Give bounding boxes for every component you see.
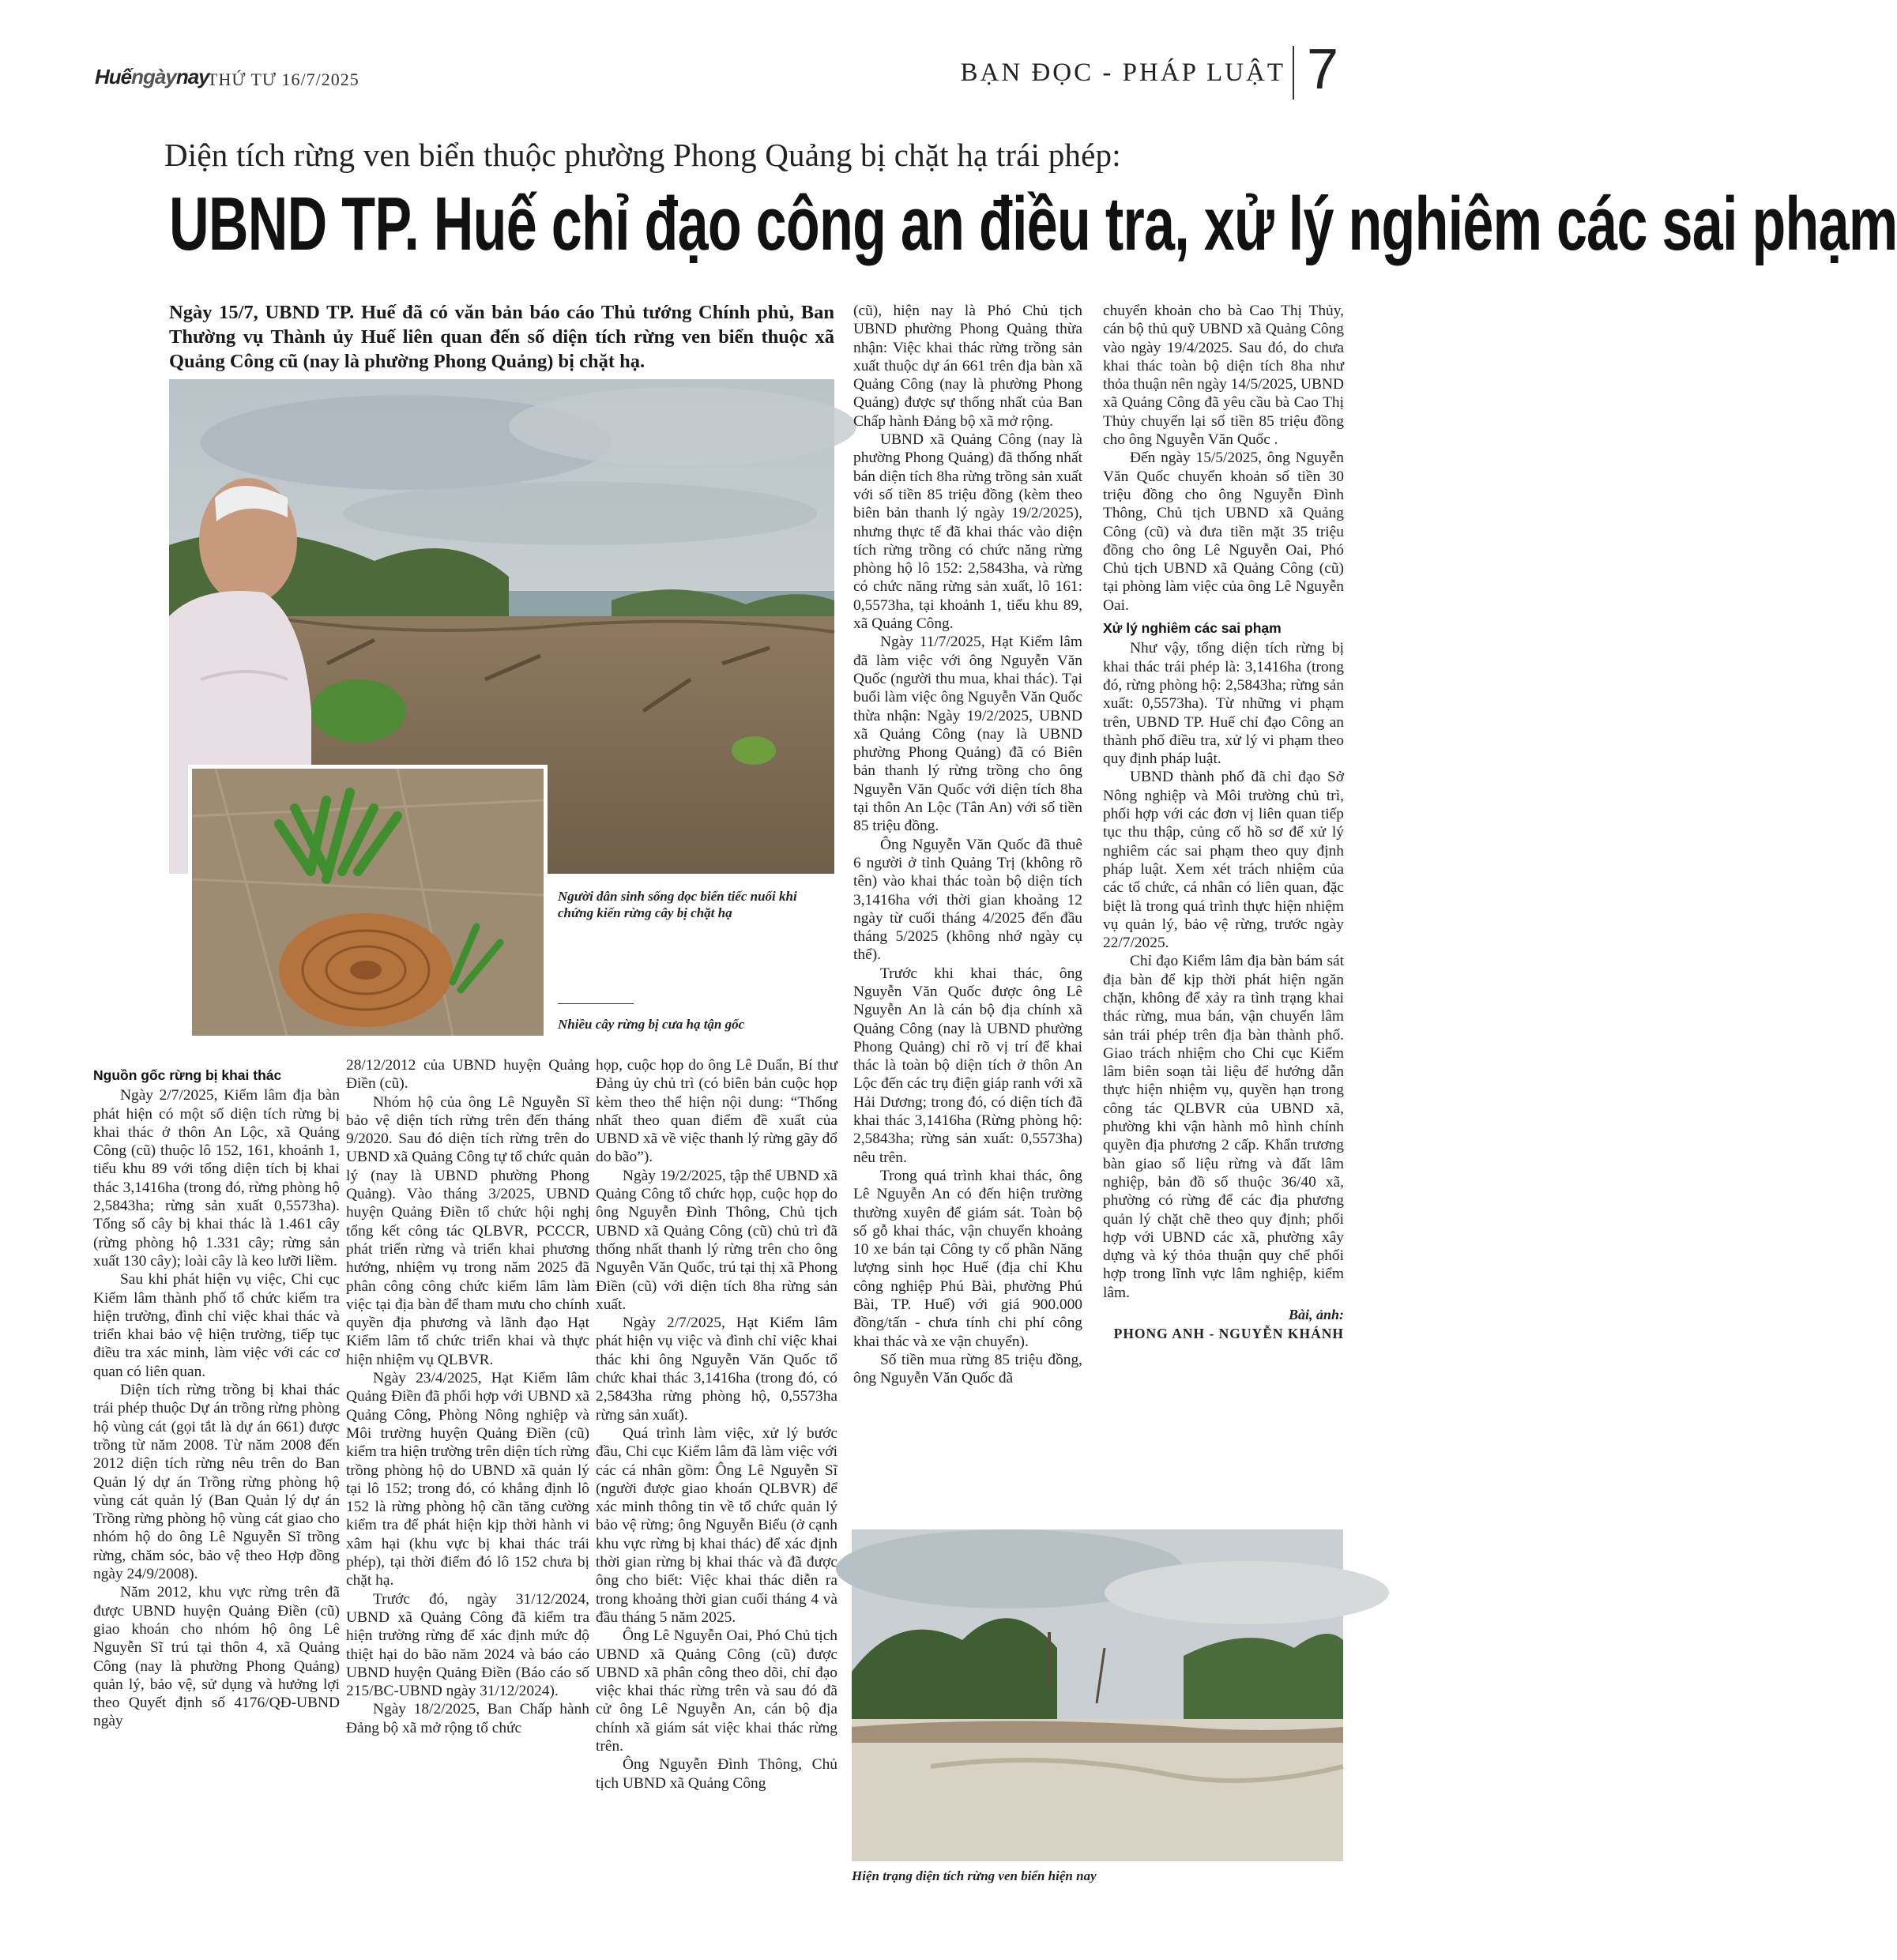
issue-date: THỨ TƯ 16/7/2025 [207,70,359,89]
subhead-handling: Xử lý nghiêm các sai phạm [1103,620,1282,637]
page-number: 7 [1307,38,1339,101]
paragraph: Ngày 19/2/2025, tập thể UBND xã Quảng Công tổ chức họp, cuộc họp do ông Nguyễn Đình Thông, Chủ tịch UBND xã Quảng Công (cũ) chủ trì đã thống nhất thanh lý rừng trên cho ông Nguyễn Văn Quốc, trú tại thị xã Phong Điền (cũ) với diện tích 8ha rừng sản xuất. [596,1167,837,1313]
paragraph: Ngày 18/2/2025, Ban Chấp hành Đảng bộ xã mở rộng tổ chức [346,1701,589,1736]
paragraph: Ngày 2/7/2025, Hạt Kiểm lâm phát hiện vụ việc và đình chỉ việc khai thác khi ông Nguyễn Văn Quốc tổ chức khai thác 3,1416ha (trong đó, có 2,5843ha rừng phòng hộ, 0,5573ha rừng sản xuất). [596,1315,837,1424]
byline-authors: PHONG ANH - NGUYỄN KHÁNH [1113,1326,1344,1342]
paragraph: Trước đó, ngày 31/12/2024, UBND xã Quảng Công đã kiểm tra hiện trường rừng để xác định mức độ thiệt hại do bão năm 2024 và báo cáo UBND huyện Quảng Điền (Báo cáo số 215/BC-UBND ngày 31/12/2024). [346,1590,589,1700]
logo-text-part3: nay [175,65,209,88]
paragraph-continuation: (cũ), hiện nay là Phó Chủ tịch UBND phường Phong Quảng thừa nhận: Việc khai thác rừng trồng sản xuất thuộc dự án 661 trên địa bàn xã Quảng Công (nay là phường Phong Quảng) được sự thống nhất của Ban Chấp hành Đảng bộ xã mở rộng. [853,303,1082,430]
paragraph-continuation: chuyển khoản cho bà Cao Thị Thủy, cán bộ thủ quỹ UBND xã Quảng Công vào ngày 19/4/2025. Sau đó, do chưa khai thác toàn bộ diện tích 8ha như thỏa thuận nên ngày 14/5/2025, UBND xã Quảng Công đã yêu cầu bà Cao Thị Thủy chuyển lại số tiền 85 triệu đồng cho ông Nguyễn Văn Quốc . [1103,303,1344,449]
header-divider [1293,46,1294,100]
article-column-3 [596,1056,837,1793]
photo-tree-stump [188,765,548,1040]
photo-current-forest-state [852,1529,1343,1861]
paragraph: Chỉ đạo Kiểm lâm địa bàn bám sát địa bàn để kịp thời phát hiện ngăn chặn, không để xảy ra tình trạng khai thác rừng, mua bán, vận chuyển lâm sản trái phép trên địa bàn thành phố. Giao trách nhiệm cho Chi cục Kiểm lâm biên soạn tài liệu để hướng dẫn thực hiện nhiệm vụ, quyền hạn trong công tác QLBVR của UBND xã, phường khi vận hành mô hình chính quyền địa phương 2 cấp. Khẩn trương bàn giao số liệu rừng và đất lâm nghiệp, bản đồ số thuộc 36/40 xã, phường có rừng để các địa phương quản lý chặt chẽ theo quy định; phối hợp với UBND các xã, phường xây dựng và ký thỏa thuận quy chế phối hợp trong lĩnh vực lâm nghiệp, kiểm lâm. [1103,953,1344,1301]
section-title: BẠN ĐỌC - PHÁP LUẬT [960,58,1285,87]
article-column-4 [853,302,1082,1388]
logo-text-part1: Huế [95,65,132,88]
photo-inset-caption: Nhiều cây rừng bị cưa hạ tận gốc [558,1017,745,1032]
photo-inset-illustration [192,769,544,1036]
article-column-5 [1103,302,1344,1343]
photo-main-caption: Người dân sinh sống dọc biển tiếc nuối khi chứng kiến rừng cây bị chặt hạ [558,889,797,920]
paragraph: Diện tích rừng trồng bị khai thác trái phép thuộc Dự án trồng rừng phòng hộ vùng cát (gọi tắt là dự án 661) được trồng từ năm 2008. Từ năm 2008 đến 2012 diện tích rừng nêu trên do Ban Quản lý dự án Trồng rừng phòng hộ vùng cát quản lý (Ban Quản lý dự án Trồng rừng phòng hộ vùng cát giao cho nhóm hộ do ông Lê Nguyễn Sĩ trồng rừng, chăm sóc, bảo vệ theo Hợp đồng ngày 24/9/2008). [93,1382,340,1583]
paragraph: Quá trình làm việc, xử lý bước đầu, Chi cục Kiểm lâm đã làm việc với các cá nhân gồm: Ông Lê Nguyễn Sĩ (người được giao khoán QLBVR) để xác minh thông tin về tổ chức quản lý bảo vệ rừng; ông Nguyễn Biểu (ở cạnh khu vực rừng bị khai thác) để xác định thời gian rừng bị khai thác và đã được ông cho biết: Việc khai thác diễn ra trong khoảng thời gian cuối tháng 4 và đầu tháng 5 năm 2025. [596,1424,837,1626]
subhead-origin: Nguồn gốc rừng bị khai thác [93,1067,282,1083]
paragraph: Như vậy, tổng diện tích rừng bị khai thác trái phép là: 3,1416ha (trong đó, rừng phòng hộ: 2,5843ha; rừng sản xuất: 0,5573ha). Từ những vi phạm trên, UBND TP. Huế chỉ đạo Công an thành phố điều tra, xử lý vi phạm theo quy định pháp luật. [1103,640,1344,768]
paragraph: Ông Lê Nguyễn Oai, Phó Chủ tịch UBND xã Quảng Công (cũ) được UBND xã phân công theo dõi, chỉ đạo việc khai thác rừng trên và sau đó đã cử ông Lê Nguyễn An, cán bộ địa chính xã giám sát việc khai thác rừng trên. [596,1627,837,1755]
paragraph-continuation: 28/12/2012 của UBND huyện Quảng Điền (cũ). [346,1057,589,1093]
newspaper-logo [95,65,209,89]
paragraph: Trong quá trình khai thác, ông Lê Nguyễn An có đến hiện trường thường xuyên để giám sát. Toàn bộ số gỗ khai thác, vận chuyển khoảng 10 xe bán tại Công ty cổ phần Năng lượng sinh học Huế (địa chỉ Khu công nghiệp Phú Bài, phường Phú Bài, TP. Huế) với giá 900.000 đồng/tấn - chưa tính chi phí công khai thác và xe vận chuyển). [853,1167,1082,1350]
article-headline: UBND TP. Huế chỉ đạo công an điều tra, xử lý nghiêm các sai phạm [169,182,1897,266]
logo-text-part2: ngày [131,65,176,88]
paragraph: Ông Nguyễn Văn Quốc đã thuê 6 người ở tỉnh Quảng Trị (không rõ tên) vào khai thác toàn bộ diện tích 3,1416ha với thời gian khoảng 12 ngày từ cuối tháng 4/2025 đến đầu tháng 5/2025 (không nhớ ngày cụ thể). [853,836,1082,964]
paragraph: Trước khi khai thác, ông Nguyễn Văn Quốc được ông Lê Nguyễn An là cán bộ địa chính xã Quảng Công (nay là UBND phường Phong Quảng) chỉ rõ vị trí để khai thác là toàn bộ diện tích ở thôn An Lộc đến các trụ điện giáp ranh với xã Hải Dương; trong đó, có diện tích đã khai thác 3,1416ha (Rừng phòng hộ: 2,5843ha; rừng sản xuất: 0,5573ha) nêu trên. [853,965,1082,1166]
article-column-2 [346,1056,589,1737]
paragraph: UBND xã Quảng Công (nay là phường Phong Quảng) đã thống nhất bán diện tích 8ha rừng trồng sản xuất với số tiền 85 triệu đồng (kèm theo biên bản thanh lý ngày 19/2/2025), nhưng thực tế đã khai thác vào diện tích rừng trồng có chức năng rừng phòng hộ lô 152: 2,5843ha, và rừng có chức năng rừng sản xuất, lô 161: 0,5573ha, tại khoảnh 1, tiểu khu 89, xã Quảng Công. [853,431,1082,633]
paragraph: Số tiền mua rừng 85 triệu đồng, ông Nguyễn Văn Quốc đã [853,1351,1082,1387]
paragraph: Nhóm hộ của ông Lê Nguyễn Sĩ bảo vệ diện tích rừng trên đến tháng 9/2020. Sau đó diện tích rừng trên do UBND xã Quảng Công tự tổ chức quản lý (nay là UBND phường Phong Quảng). Vào tháng 3/2025, UBND huyện Quảng Điền tổ chức hội nghị tổng kết công tác QLBVR, PCCCR, phát triển rừng và triển khai phương hướng, nhiệm vụ trong năm 2025 đã phân công công chức kiểm lâm làm việc tại địa bàn để tham mưu cho chính quyền địa phương và lãnh đạo Hạt Kiểm lâm tổ chức triển khai và thực hiện nhiệm vụ QLBVR. [346,1093,589,1368]
paragraph: Sau khi phát hiện vụ việc, Chi cục Kiểm lâm thành phố tổ chức kiểm tra hiện trường, đình chỉ việc khai thác và triển khai bảo vệ hiện trường, tiếp tục điều tra xác minh, làm việc với các cơ quan có liên quan. [93,1271,340,1380]
caption-rule [558,1003,634,1004]
article-column-1 [93,1067,340,1731]
article-kicker: Diện tích rừng ven biển thuộc phường Phong Quảng bị chặt hạ trái phép: [164,137,1121,173]
photo-bottom-caption: Hiện trạng diện tích rừng ven biển hiện nay [852,1868,1097,1883]
paragraph: Ngày 23/4/2025, Hạt Kiểm lâm Quảng Điền đã phối hợp với UBND xã Quảng Công, Phòng Nông nghiệp và Môi trường huyện Quảng Điền (cũ) kiểm tra hiện trường trên diện tích rừng trồng phòng hộ do UBND xã quản lý tại lô 152; trong đó, có khẳng định lô 152 là rừng phòng hộ cần tăng cường kiểm tra để phát hiện kịp thời hành vi xâm hại (khu vực bị khai thác trái phép), tại thời điểm đó lô 152 chưa bị chặt hạ. [346,1370,589,1589]
paragraph: Ngày 2/7/2025, Kiểm lâm địa bàn phát hiện có một số diện tích rừng bị khai thác ở thôn An Lộc, xã Quảng Công (cũ) thuộc lô 152, 161, khoảnh 1, tiểu khu 89 với tổng diện tích bị khai thác 3,1416ha (trong đó, rừng phòng hộ 2,5843ha; rừng sản xuất 0,5573ha). Tổng số cây bị khai thác là 1.461 cây (rừng phòng hộ 1.331 cây; rừng sản xuất 130 cây); loài cây là keo lưỡi liềm. [93,1087,340,1270]
byline-label: Bài, ảnh: [1288,1307,1344,1323]
paragraph: UBND thành phố đã chỉ đạo Sở Nông nghiệp và Môi trường chủ trì, phối hợp với các đơn vị liên quan tiếp tục thu thập, củng cố hồ sơ để xử lý nghiêm các sai phạm theo quy định pháp luật. Xem xét trách nhiệm của các tổ chức, cá nhân có liên quan, đặc biệt là trong quá trình thực hiện nhiệm vụ quản lý, bảo vệ rừng, trước ngày 22/7/2025. [1103,769,1344,952]
article-lead: Ngày 15/7, UBND TP. Huế đã có văn bản báo cáo Thủ tướng Chính phủ, Ban Thường vụ Thành ủy Huế liên quan đến số diện tích rừng ven biển thuộc xã Quảng Công cũ (nay là phường Phong Quảng) bị chặt hạ. [169,302,834,372]
paragraph: Năm 2012, khu vực rừng trên đã được UBND huyện Quảng Điền (cũ) giao khoán cho nhóm hộ ông Lê Nguyễn Sĩ trú tại thôn 4, xã Quảng Công (nay là phường Phong Quảng) quản lý, bảo vệ, sử dụng và hưởng lợi theo Quyết định số 4176/QĐ-UBND ngày [93,1584,340,1730]
paragraph: Ông Nguyễn Đình Thông, Chủ tịch UBND xã Quảng Công [596,1756,837,1792]
paragraph-continuation: họp, cuộc họp do ông Lê Duẩn, Bí thư Đảng ủy chủ trì (có biên bản cuộc họp kèm theo thể hiện nội dung: “Thống nhất theo quan điểm đề xuất của UBND xã về việc thanh lý rừng gãy đổ do bão”). [596,1057,837,1166]
paragraph: Đến ngày 15/5/2025, ông Nguyễn Văn Quốc chuyển khoản số tiền 30 triệu đồng cho ông Nguyễn Đình Thông, Chủ tịch UBND xã Quảng Công (cũ) và đưa tiền mặt 35 triệu đồng cho ông Lê Nguyễn Oai, Phó Chủ tịch UBND xã Quảng Công (cũ) tại phòng làm việc của ông Lê Nguyễn Oai. [1103,450,1344,614]
paragraph: Ngày 11/7/2025, Hạt Kiểm lâm đã làm việc với ông Nguyễn Văn Quốc (người thu mua, khai thác). Tại buổi làm việc ông Nguyễn Văn Quốc thừa nhận: Ngày 19/2/2025, UBND xã Quảng Công (nay là UBND phường Phong Quảng) đã có Biên bản thanh lý rừng trồng cho ông Nguyễn Văn Quốc với diện tích 8ha tại thôn An Lộc (Tân An) với số tiền 85 triệu đồng. [853,634,1082,835]
photo-bottom-illustration [852,1529,1343,1861]
